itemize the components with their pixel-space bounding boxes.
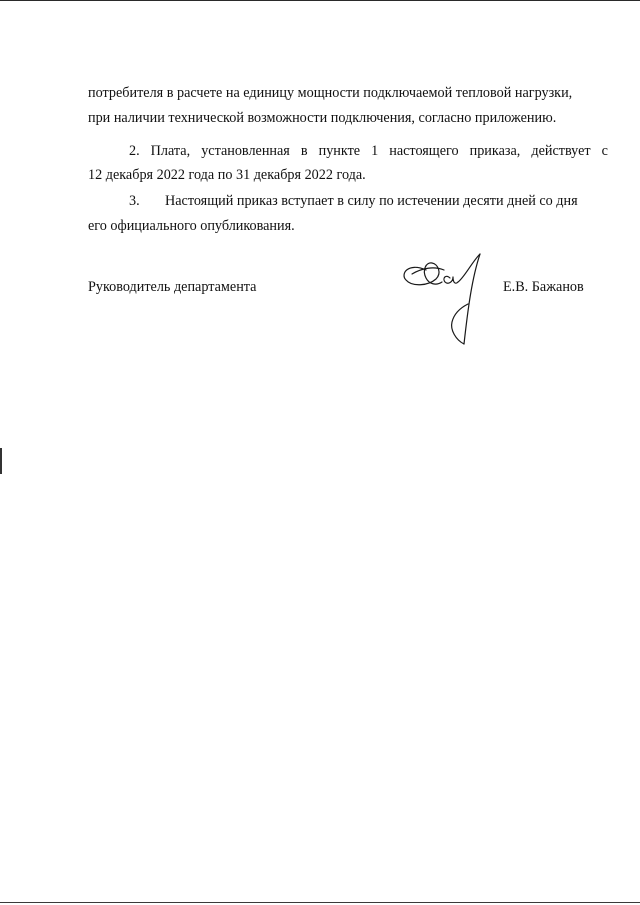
scan-edge-top bbox=[0, 0, 640, 1]
item3-text: Настоящий приказ вступает в силу по истечении десяти дней со дня bbox=[165, 193, 578, 209]
scan-edge-bottom bbox=[0, 902, 640, 903]
item3-number: 3. bbox=[129, 193, 140, 209]
paragraph1-line2: при наличии технической возможности подключения, согласно приложению. bbox=[88, 110, 557, 126]
signer-name: Е.В. Бажанов bbox=[503, 279, 584, 295]
item2-line2: 12 декабря 2022 года по 31 декабря 2022 года. bbox=[88, 167, 366, 183]
paragraph1-line1: потребителя в расчете на единицу мощности подключаемой тепловой нагрузки, bbox=[88, 85, 573, 101]
handwritten-signature-icon bbox=[398, 248, 498, 348]
scan-margin-mark bbox=[0, 448, 2, 474]
signer-title: Руководитель департамента bbox=[88, 279, 257, 295]
item3-line2: его официального опубликования. bbox=[88, 218, 295, 234]
item2-line1: 2. Плата, установленная в пункте 1 настоящего приказа, действует с bbox=[129, 143, 608, 159]
